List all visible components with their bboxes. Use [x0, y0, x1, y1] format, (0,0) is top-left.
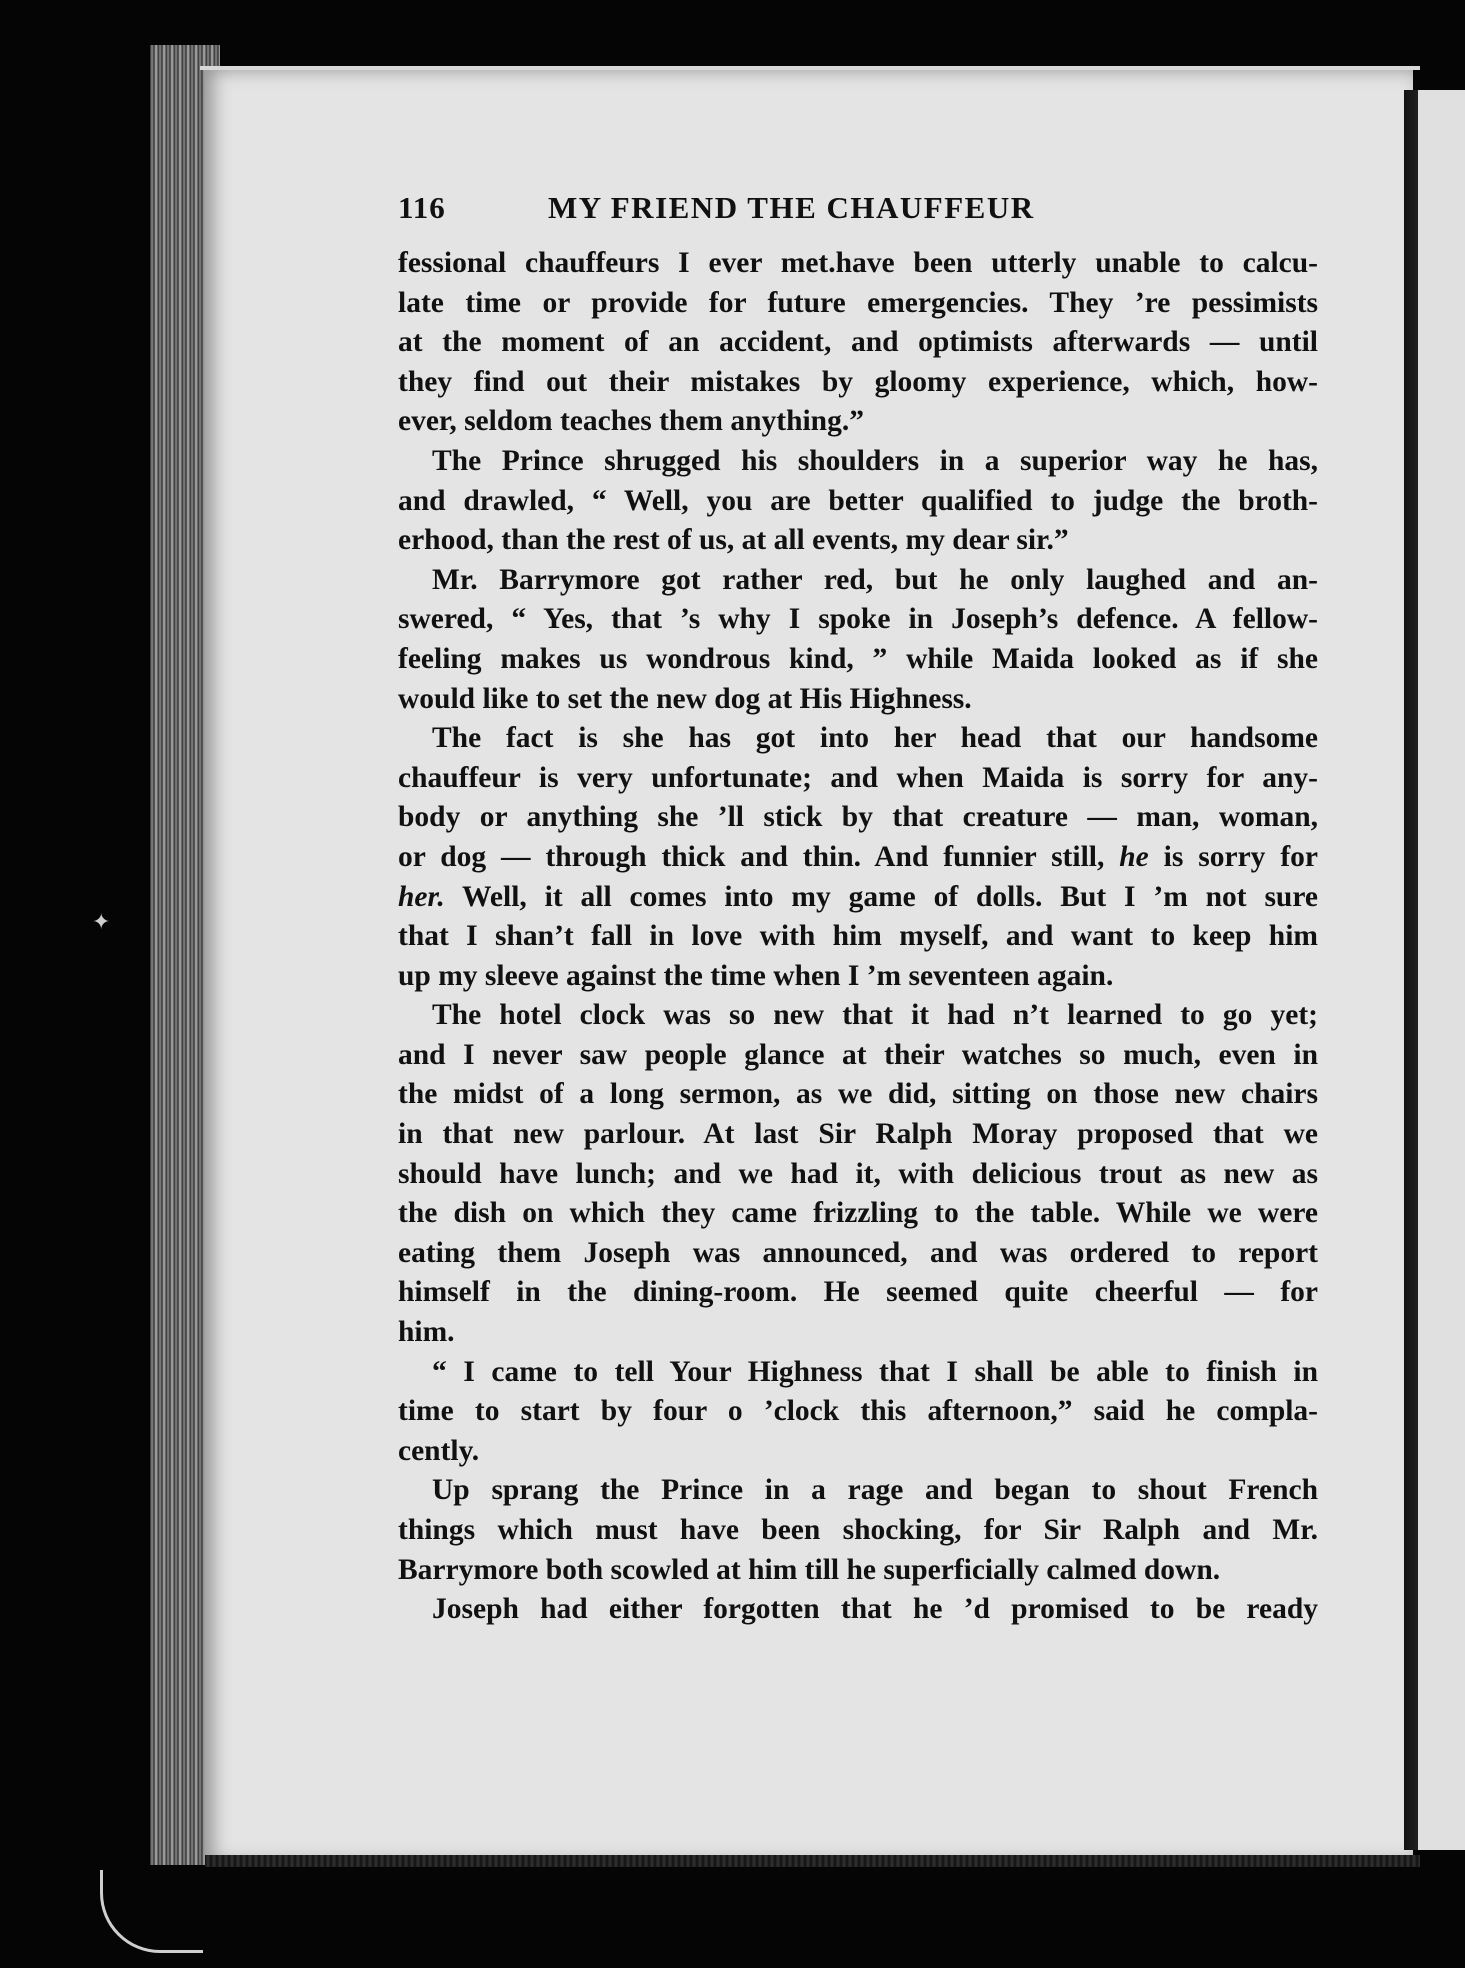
- text-line: or dog — through thick and thin. And funnier still, he is sorry for: [398, 840, 1319, 873]
- page-number: 116: [398, 190, 446, 225]
- text-line: at the moment of an accident, and optimists afterwards — until: [398, 326, 1318, 359]
- text-line: should have lunch; and we had it, with delicious trout as new as: [398, 1157, 1318, 1190]
- text-line: cently.: [398, 1434, 480, 1467]
- text-line: The fact is she has got into her head that our handsome: [432, 722, 1318, 755]
- gutter-shadow: [1404, 90, 1418, 1850]
- body-text: [398, 244, 1318, 1630]
- text-line: Mr. Barrymore got rather red, but he only laughed and an-: [432, 563, 1318, 596]
- text-line: would like to set the new dog at His Highness.: [398, 682, 972, 715]
- facing-page-edge: [1418, 90, 1465, 1850]
- text-line: Up sprang the Prince in a rage and began to shout French: [432, 1474, 1318, 1507]
- text-line: things which must have been shocking, for Sir Ralph and Mr.: [398, 1514, 1318, 1546]
- italic-word: he: [1119, 840, 1149, 873]
- margin-mark: ✦: [92, 910, 111, 935]
- text-line: the dish on which they came frizzling to the table. While we were: [398, 1197, 1318, 1230]
- text-line: time to start by four o ’clock this afternoon,” said he compla-: [398, 1395, 1318, 1428]
- text-line: in that new parlour. At last Sir Ralph Moray proposed that we: [398, 1118, 1318, 1151]
- text-line: The hotel clock was so new that it had n’t learned to go yet;: [432, 999, 1318, 1032]
- running-head: [398, 190, 1310, 240]
- running-title: MY FRIEND THE CHAUFFEUR: [548, 190, 1035, 225]
- text-line: feeling makes us wondrous kind, ” while Maida looked as if she: [398, 642, 1318, 675]
- text-line: Barrymore both scowled at him till he superficially calmed down.: [398, 1553, 1221, 1586]
- text-line: ever, seldom teaches them anything.”: [398, 405, 864, 438]
- text-line: and drawled, “ Well, you are better qualified to judge the broth-: [398, 484, 1318, 517]
- text-line: up my sleeve against the time when I ’m seventeen again.: [398, 959, 1114, 992]
- page-bottom-edge: [205, 1855, 1420, 1867]
- text-line: fessional chauffeurs I ever met.have been utterly unable to calcu-: [398, 247, 1318, 279]
- text-line: swered, “ Yes, that ’s why I spoke in Joseph’s defence. A fellow-: [398, 603, 1318, 636]
- italic-word: her.: [398, 880, 445, 913]
- text-line: that I shan’t fall in love with him myself, and want to keep him: [398, 920, 1318, 953]
- text-line: late time or provide for future emergencies. They ’re pessimists: [398, 286, 1318, 319]
- text-line: him.: [398, 1316, 455, 1349]
- text-line: her. Well, it all comes into my game of dolls. But I ’m not sure: [398, 880, 1318, 913]
- text-line: “ I came to tell Your Highness that I shall be able to finish in: [432, 1355, 1318, 1388]
- text-line: the midst of a long sermon, as we did, sitting on those new chairs: [398, 1078, 1318, 1111]
- scan-artifact-curve: [100, 1870, 203, 1953]
- text-line: they find out their mistakes by gloomy experience, which, how-: [398, 365, 1318, 398]
- text-line: The Prince shrugged his shoulders in a superior way he has,: [432, 444, 1318, 477]
- text-line: erhood, than the rest of us, at all events, my dear sir.”: [398, 524, 1069, 557]
- text-line: Joseph had either forgotten that he ’d promised to be ready: [432, 1593, 1318, 1626]
- text-line: eating them Joseph was announced, and was ordered to report: [398, 1236, 1318, 1269]
- text-line: body or anything she ’ll stick by that creature — man, woman,: [398, 801, 1318, 834]
- text-line: chauffeur is very unfortunate; and when Maida is sorry for any-: [398, 761, 1318, 794]
- text-line: and I never saw people glance at their watches so much, even in: [398, 1038, 1318, 1071]
- text-line: himself in the dining-room. He seemed quite cheerful — for: [398, 1276, 1318, 1309]
